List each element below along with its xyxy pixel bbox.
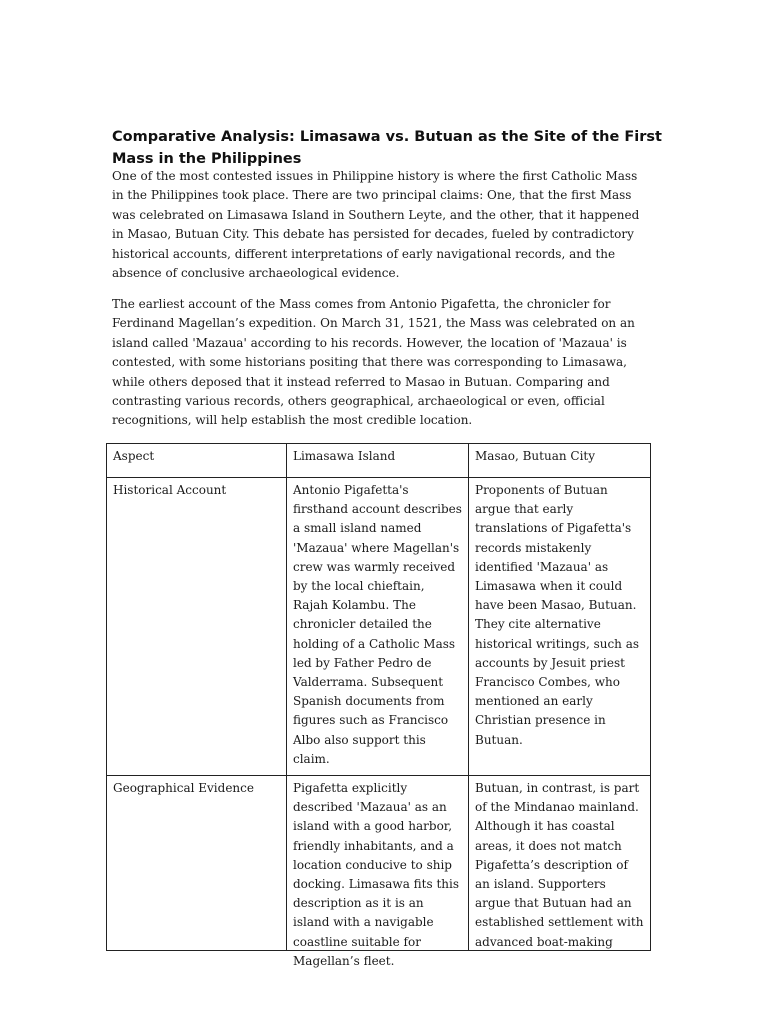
comparison-table <box>106 443 651 968</box>
cell-text: Butuan, in contrast, is part of the Mindanao mainland. Although it has coastal areas, it does not match Pigafetta’s description of an island. Supporters argue that Butuan had an established settlement with advanced boat-making <box>475 781 644 949</box>
table-row <box>107 776 651 951</box>
row-butuan <box>469 776 651 951</box>
table-header-row <box>107 444 651 478</box>
row-aspect <box>107 776 287 951</box>
pigafetta-paragraph: The earliest account of the Mass comes from Antonio Pigafetta, the chronicler for Ferdinand Magellan’s expedition. On March 31, 1521, the Mass was celebrated on an island called 'Mazaua' according to his records. However, the location of 'Mazaua' is contested, with some historians positing that there was corresponding to Limasawa, while others deposed that it instead referred to Masao in Butuan. Comparing and contrasting various records, others geographical, archaeological or even, official recognitions, will help establish the most credible location. <box>112 297 635 428</box>
header-aspect: Aspect <box>107 444 287 478</box>
row-limasawa: Antonio Pigafetta's firsthand account describes a small island named 'Mazaua' where Magellan's crew was warmly received by the local chieftain, Rajah Kolambu. The chronicler detailed the holding of a Catholic Mass led by Father Pedro de Valderrama. Subsequent Spanish documents from figures such as Francisco Albo also support this claim. <box>287 478 469 776</box>
row-aspect: Historical Account <box>107 478 287 776</box>
intro-paragraph: One of the most contested issues in Philippine history is where the first Catholic Mass in the Philippines took place. There are two principal claims: One, that the first Mass was celebrated on Limasawa Island in Southern Leyte, and the other, that it happened in Masao, Butuan City. This debate has persisted for decades, fueled by contradictory historical accounts, different interpretations of early navigational records, and the absence of conclusive archaeological evidence. <box>112 169 640 281</box>
cell-text: Geographical Evidence <box>113 781 254 796</box>
header-limasawa: Limasawa Island <box>287 444 469 478</box>
row-butuan: Proponents of Butuan argue that early translations of Pigafetta's records mistakenly identified 'Mazaua' as Limasawa when it could have been Masao, Butuan. They cite alternative historical writings, such as accounts by Jesuit priest Francisco Combes, who mentioned an early Christian presence in Butuan. <box>469 478 651 776</box>
row-limasawa <box>287 776 469 968</box>
document-title: Comparative Analysis: Limasawa vs. Butuan as the Site of the First Mass in the Philippines <box>112 129 662 167</box>
cell-text: Pigafetta explicitly described 'Mazaua' as an island with a good harbor, friendly inhabitants, and a location conducive to ship docking. Limasawa fits this description as it is an island with a navigable coastline suitable for Magellan’s fleet. <box>293 781 460 968</box>
table-row <box>107 478 651 776</box>
header-butuan: Masao, Butuan City <box>469 444 651 478</box>
